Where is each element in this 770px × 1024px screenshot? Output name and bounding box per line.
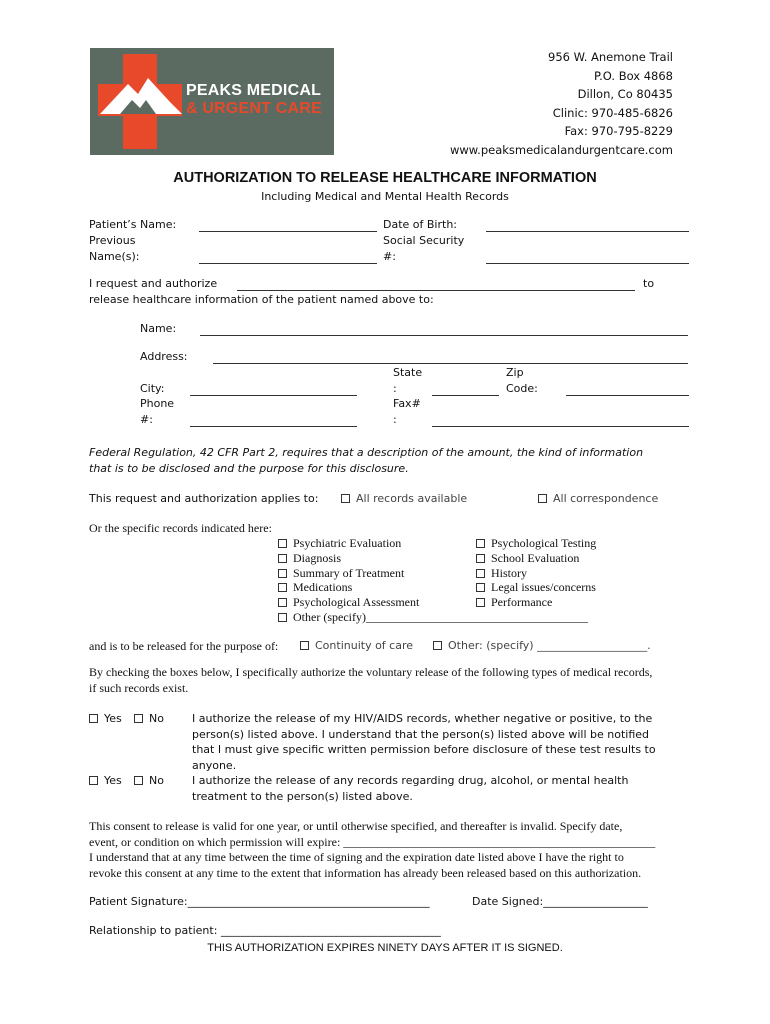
drug-authorization-text xyxy=(192,773,628,804)
phone-field[interactable] xyxy=(190,426,357,427)
drug-line: treatment to the person(s) listed above. xyxy=(192,789,413,803)
record-option[interactable] xyxy=(476,551,596,566)
hiv-authorization-text xyxy=(192,711,656,773)
record-checkbox[interactable] xyxy=(278,539,287,548)
record-checkbox[interactable] xyxy=(476,539,485,548)
record-checkbox[interactable] xyxy=(476,598,485,607)
previous-names-field[interactable] xyxy=(199,263,377,264)
fax-number: Fax: 970-795-8229 xyxy=(564,124,673,139)
phone-label-2: #: xyxy=(140,413,153,426)
all-correspondence-checkbox[interactable] xyxy=(538,494,547,503)
state-label-2: : xyxy=(393,382,397,395)
all-records-checkbox[interactable] xyxy=(341,494,350,503)
clinic-phone: Clinic: 970-485-6826 xyxy=(552,105,673,120)
record-checkbox[interactable] xyxy=(476,583,485,592)
page-title: AUTHORIZATION TO RELEASE HEALTHCARE INFORMATION xyxy=(173,170,597,186)
ssn-label-1: Social Security xyxy=(383,234,465,247)
other-purpose-checkbox[interactable] xyxy=(433,641,442,650)
logo-line-2: & URGENT CARE xyxy=(186,100,322,117)
page-subtitle: Including Medical and Mental Health Records xyxy=(261,190,509,203)
record-label: Diagnosis xyxy=(293,550,341,565)
street: 956 W. Anemone Trail xyxy=(548,50,673,64)
drug-no-option[interactable] xyxy=(134,774,164,787)
applies-label: This request and authorization applies to: xyxy=(89,492,319,505)
hiv-line: I authorize the release of my HIV/AIDS records, whether negative or positive, to the xyxy=(192,712,653,725)
drug-no-label: No xyxy=(149,774,164,787)
hiv-yes-checkbox[interactable] xyxy=(89,714,98,723)
record-label: Legal issues/concerns xyxy=(491,580,596,595)
patient-name-label: Patient’s Name: xyxy=(89,218,177,231)
dob-field[interactable] xyxy=(486,231,689,232)
hiv-line: anyone. xyxy=(192,758,237,772)
drug-line: I authorize the release of any records regarding drug, alcohol, or mental health xyxy=(192,774,629,787)
record-checkbox[interactable] xyxy=(476,569,485,578)
record-label: Performance xyxy=(491,595,553,610)
continuity-of-care-option[interactable] xyxy=(300,639,413,652)
po-box: P.O. Box 4868 xyxy=(594,68,673,83)
record-checkbox[interactable] xyxy=(278,583,287,592)
record-checkbox[interactable] xyxy=(278,613,287,622)
drug-yes-label: Yes xyxy=(104,774,122,787)
zip-label-1: Zip xyxy=(506,366,524,379)
phone-label-1: Phone xyxy=(140,397,175,410)
federal-reg-line-2: that is to be disclosed and the purpose for this disclosure. xyxy=(89,461,409,475)
clinic-logo xyxy=(90,48,334,155)
continuity-checkbox[interactable] xyxy=(300,641,309,650)
relationship-field[interactable]: Relationship to patient: ________________________________________ xyxy=(89,924,441,937)
hiv-line: that I must give specific written permission before disclosure of these test results to xyxy=(192,743,656,756)
website-link[interactable]: www.peaksmedicalandurgentcare.com xyxy=(450,142,673,157)
previous-names-label-2: Name(s): xyxy=(89,250,140,263)
record-label: Psychiatric Evaluation xyxy=(293,536,402,550)
zip-field[interactable] xyxy=(566,395,689,396)
fax-label-2: : xyxy=(393,413,397,426)
hiv-no-option[interactable] xyxy=(134,712,164,725)
checking-instructions xyxy=(89,665,652,696)
ssn-field[interactable] xyxy=(486,263,689,264)
purpose-label: and is to be released for the purpose of: xyxy=(89,639,279,653)
fax-label-1: Fax# xyxy=(393,397,421,410)
recipient-address-field[interactable] xyxy=(213,363,688,364)
recipient-name-field[interactable] xyxy=(200,335,688,336)
clinic-address xyxy=(450,48,673,160)
other-purpose-label: Other: (specify) ____________________. xyxy=(448,639,651,652)
all-correspondence-label: All correspondence xyxy=(553,492,659,505)
consent-line: This consent to release is valid for one year, or until otherwise specified, and thereafter is invalid. Specify date, xyxy=(89,819,623,833)
all-records-option[interactable] xyxy=(341,492,467,505)
continuity-label: Continuity of care xyxy=(315,639,414,652)
hiv-no-checkbox[interactable] xyxy=(134,714,143,723)
all-correspondence-option[interactable] xyxy=(538,492,658,505)
record-label: Psychological Testing xyxy=(491,536,597,550)
zip-label-2: Code: xyxy=(506,382,538,395)
record-label: Summary of Treatment xyxy=(293,565,405,580)
record-label: School Evaluation xyxy=(491,550,580,565)
authorized-party-field[interactable] xyxy=(237,290,635,291)
state-label-1: State xyxy=(393,366,423,379)
city-label: City: xyxy=(140,382,165,395)
record-checkbox[interactable] xyxy=(278,569,287,578)
record-option[interactable] xyxy=(278,610,588,625)
request-to: to xyxy=(643,277,655,290)
record-label: Other (specify)_____________________________________ xyxy=(293,609,588,624)
all-records-label: All records available xyxy=(356,492,468,505)
record-label: Psychological Assessment xyxy=(293,595,420,610)
record-option[interactable] xyxy=(476,580,596,595)
consent-line: revoke this consent at any time to the extent that information has already been released based on this authorization. xyxy=(89,865,642,880)
state-field[interactable] xyxy=(432,395,499,396)
dob-label: Date of Birth: xyxy=(383,218,458,231)
consent-line: I understand that at any time between the time of signing and the expiration date listed above I have the right to xyxy=(89,850,624,864)
hiv-yes-option[interactable] xyxy=(89,712,122,725)
record-option[interactable] xyxy=(476,566,596,581)
record-checkbox[interactable] xyxy=(278,598,287,607)
consent-text xyxy=(89,819,655,881)
patient-name-field[interactable] xyxy=(199,231,377,232)
specific-records-label: Or the specific records indicated here: xyxy=(89,521,272,535)
patient-signature-field[interactable]: Patient Signature:____________________________________________ xyxy=(89,895,430,908)
city: Dillon, Co 80435 xyxy=(577,87,673,102)
drug-yes-checkbox[interactable] xyxy=(89,776,98,785)
hiv-no-label: No xyxy=(149,712,164,725)
federal-regulation-note xyxy=(89,445,643,476)
drug-no-checkbox[interactable] xyxy=(134,776,143,785)
checking-line-1: By checking the boxes below, I specifically authorize the voluntary release of the following types of medical records, xyxy=(89,665,653,679)
record-option[interactable] xyxy=(476,536,596,551)
recipient-address-label: Address: xyxy=(140,350,188,363)
record-label: History xyxy=(491,565,527,580)
record-option[interactable] xyxy=(476,595,596,610)
other-purpose-option[interactable] xyxy=(433,639,651,652)
checking-line-2: if such records exist. xyxy=(89,680,189,695)
request-text-2: release healthcare information of the patient named above to: xyxy=(89,293,434,306)
ssn-label-2: #: xyxy=(383,250,396,263)
fax-field[interactable] xyxy=(432,426,689,427)
record-label: Medications xyxy=(293,580,353,595)
consent-line: event, or condition on which permission will expire: ____________________________________________________ xyxy=(89,834,656,849)
specific-records-right xyxy=(476,536,596,610)
record-checkbox[interactable] xyxy=(278,554,287,563)
date-signed-field[interactable]: Date Signed:___________________ xyxy=(472,895,648,908)
drug-yes-option[interactable] xyxy=(89,774,122,787)
hiv-yes-label: Yes xyxy=(104,712,122,725)
logo-line-1: PEAKS MEDICAL xyxy=(186,82,322,99)
hiv-line: person(s) listed above. I understand that the person(s) listed above will be notified xyxy=(192,727,650,741)
federal-reg-line-1: Federal Regulation, 42 CFR Part 2, requires that a description of the amount, the kind of information xyxy=(89,446,644,459)
request-text-1: I request and authorize xyxy=(89,277,218,290)
recipient-name-label: Name: xyxy=(140,322,177,335)
record-checkbox[interactable] xyxy=(476,554,485,563)
previous-names-label-1: Previous xyxy=(89,234,136,247)
city-field[interactable] xyxy=(190,395,357,396)
expiration-notice: THIS AUTHORIZATION EXPIRES NINETY DAYS AFTER IT IS SIGNED. xyxy=(207,942,563,954)
